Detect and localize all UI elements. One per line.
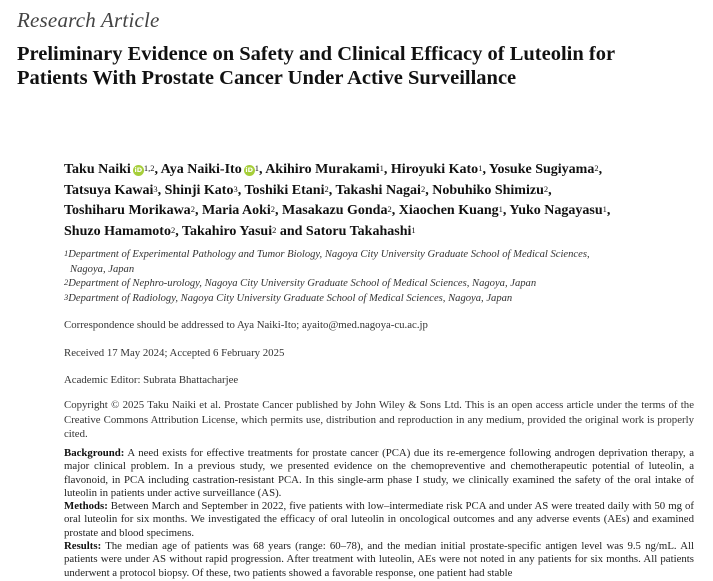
author-name-text: Maria Aoki — [201, 203, 271, 218]
author-name — [399, 203, 503, 218]
author-name — [64, 203, 195, 218]
author-name-text: Nobuhiko Shimizu — [432, 182, 544, 198]
affiliation-marker: 2 — [170, 224, 176, 235]
affiliation-marker: 3 — [64, 291, 69, 302]
abstract-background — [64, 447, 694, 500]
affiliation-marker: 2 — [270, 204, 276, 214]
abstract — [64, 447, 694, 580]
affiliation-text: Department of Nephro-urology, Nagoya City University Graduate School of Medical Sciences, Nagoya, Japan — [68, 278, 537, 290]
author-name-text: Yuko Nagayasu — [509, 203, 603, 218]
author-name — [165, 183, 238, 198]
affiliation-list — [64, 248, 694, 306]
affiliation-1 — [64, 248, 694, 277]
affiliation-marker: 3 — [233, 183, 238, 194]
affiliation-marker: 1 — [64, 248, 69, 258]
author-name — [282, 203, 392, 218]
author-name-text: Aya Naiki-Ito — [160, 162, 242, 177]
author-name-text: Takahiro Yasui — [181, 223, 273, 239]
author-name — [265, 162, 384, 177]
author-name — [391, 162, 483, 177]
affiliation-text: Department of Radiology, Nagoya City University Graduate School of Medical Sciences, Nagoya, Japan — [68, 292, 513, 304]
author-name — [432, 183, 548, 198]
affiliation-text: Nagoya, Japan — [70, 263, 135, 275]
author-name — [182, 224, 276, 239]
author-name-text: Tatsuya Kawai — [64, 182, 154, 198]
academic-editor: Academic Editor: Subrata Bhattacharjee — [64, 374, 239, 386]
affiliation-marker: 2 — [594, 163, 599, 173]
author-name — [64, 162, 154, 177]
author-name — [509, 203, 607, 218]
article-type-label: Research Article — [17, 8, 160, 32]
author-name-text: Satoru Takahashi — [305, 223, 412, 239]
author-name-text: Yosuke Sugiyama — [488, 162, 595, 177]
section-label: Methods: — [64, 500, 108, 513]
author-name-text: Toshiki Etani — [244, 182, 325, 198]
author-name-text: Xiaochen Kuang — [398, 203, 499, 218]
author-name — [244, 183, 328, 198]
orcid-icon[interactable]: iD — [245, 166, 254, 174]
copyright-notice: Copyright © 2025 Taku Naiki et al. Prostate Cancer published by John Wiley & Sons Ltd. This is an open access article under the terms of the Creative Commons Attribution License, which permits use, distribution and reproduction in any medium, provided the original work is properly cited. — [64, 399, 694, 441]
affiliation-marker: 1 — [602, 204, 607, 214]
affiliation-marker: 1 — [498, 204, 503, 214]
affiliation-2 — [64, 277, 694, 292]
author-name — [64, 183, 158, 198]
author-name-text: Akihiro Murakami — [265, 162, 380, 177]
affiliation-marker: 2 — [543, 183, 549, 194]
affiliation-text: Department of Experimental Pathology and Tumor Biology, Nagoya City University Graduate School of Medical Sciences, — [68, 249, 590, 260]
affiliation-marker: 2 — [324, 183, 329, 194]
affiliation-marker: 2 — [387, 204, 392, 214]
affiliation-marker: 1 — [254, 163, 259, 173]
affiliation-marker: 1 — [379, 163, 384, 173]
author-name-text: Hiroyuki Kato — [390, 162, 479, 177]
section-label: Results: — [64, 540, 102, 553]
author-name-text: Shuzo Hamamoto — [64, 223, 171, 239]
author-name — [306, 224, 416, 239]
author-name — [335, 183, 425, 198]
author-name — [489, 162, 599, 177]
affiliation-marker: 3 — [153, 183, 158, 194]
section-text: The median age of patients was 68 years (range: 60–78), and the median initial prostate-specific antigen level was 9.5 ng/mL. All patients were under AS without rapid progression. After treatment with luteolin, AEs were not noted in any patients for six months. All patients underwent a protocol biopsy. Of these, two patients showed a favorable response, one patient had stable — [64, 540, 694, 579]
author-name-text: Toshiharu Morikawa — [64, 203, 191, 218]
correspondence-line: Correspondence should be addressed to Aya Naiki-Ito; ayaito@med.nagoya-cu.ac.jp — [64, 319, 428, 331]
affiliation-marker: 1 — [478, 163, 483, 173]
abstract-methods — [64, 500, 694, 540]
affiliation-marker: 2 — [272, 224, 277, 235]
affiliation-marker: 1,2 — [143, 163, 155, 173]
received-accepted-dates: Received 17 May 2024; Accepted 6 February 2025 — [64, 347, 285, 359]
author-list: Taku Naiki iD $^{1,2}$, Aya Naiki-Ito iD $^1$, Akihiro Murakami$^1$, Hiroyuki Kato$^1$, Yosuke Sugiyama$^2$, Tatsuya Kawai$^3$, Shinji Kato$^3$, Toshiki Etani$^2$, Takashi Nagai$^2$, Nobuhiko Shimizu$^2$, Toshiharu Morikawa$^2$, Maria Aoki$^2$, Masakazu Gonda$^2$, Xiaochen Kuang$^1$, Yuko Nagayasu$^1$, Shuzo Hamamoto$^2$, Takahiro Yasui$^2$ and Satoru Takahashi$^1$ — [64, 162, 611, 239]
section-text: Between March and September in 2022, five patients with low–intermediate risk PCA and under AS were treated daily with 50 mg of oral luteolin for six months. We investigated the efficacy of oral luteolin in oncological outcomes and any adverse events (AEs) and examined prostate and blood specimens. — [64, 500, 694, 539]
affiliation-marker: 2 — [64, 277, 69, 288]
affiliation-marker: 2 — [190, 204, 195, 214]
author-name — [64, 224, 175, 239]
affiliation-3 — [64, 292, 694, 307]
orcid-icon[interactable]: iD — [134, 166, 143, 174]
author-name-text: Taku Naiki — [64, 162, 131, 177]
affiliation-marker: 1 — [411, 224, 416, 235]
affiliation-marker: 2 — [420, 183, 426, 194]
author-name-text: Takashi Nagai — [335, 182, 421, 198]
author-name — [161, 162, 259, 177]
section-text: A need exists for effective treatments for prostate cancer (PCA) due its re-emergence following androgen deprivation therapy, a major clinical problem. In a previous study, we presented evidence on the chemopreventive and chemotherapeutic potential of luteolin, a flavonoid, in PCA including castration-resistant PCA. In this single-arm phase I study, we clinically examined the safety of the oral intake of luteolin in patients under active surveillance (AS). — [64, 447, 694, 499]
abstract-results — [64, 540, 694, 580]
article-title: Preliminary Evidence on Safety and Clinical Efficacy of Luteolin for Patients With Prostate Cancer Under Active Surveillance — [17, 43, 615, 89]
section-label: Background: — [64, 447, 125, 459]
author-name — [202, 203, 275, 218]
author-name-text: Masakazu Gonda — [282, 203, 388, 218]
author-name-text: Shinji Kato — [164, 182, 234, 198]
